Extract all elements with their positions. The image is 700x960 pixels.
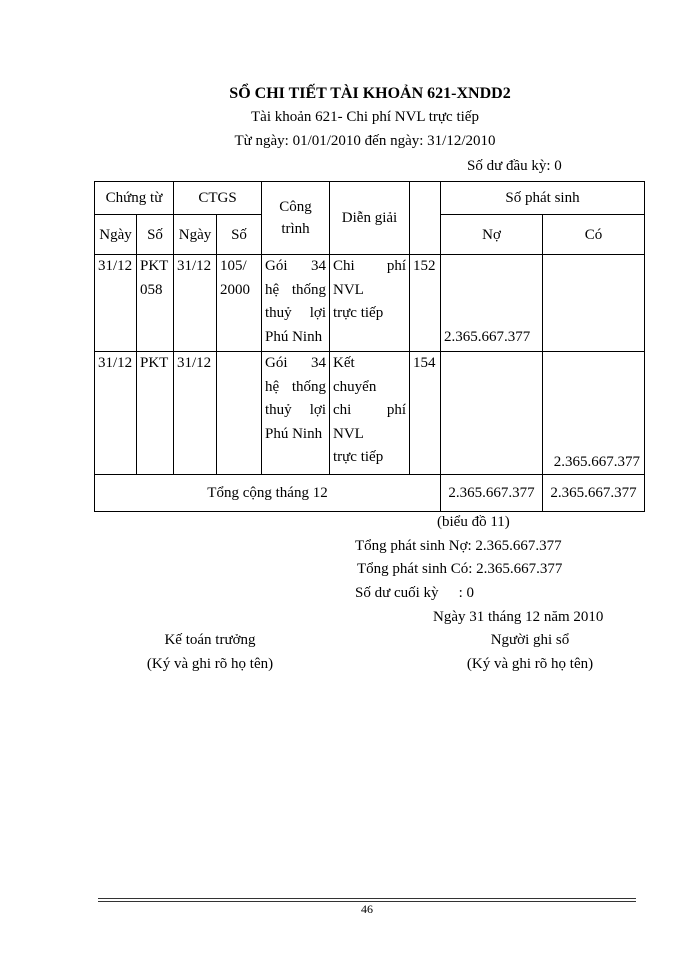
row2-dien-giai (330, 352, 410, 475)
closing-balance-label: Số dư cuối kỳ (355, 585, 439, 601)
row2-dien-giai-line4: NVL (333, 425, 364, 442)
table-row (95, 352, 645, 475)
total-credit: Tổng phát sinh Có: 2.365.667.377 (357, 561, 563, 577)
header-cong-trinh: Công trình (262, 182, 330, 255)
row2-dien-giai-line2: chuyển (333, 378, 377, 395)
row2-cong-trinh-line2: hệ thống (265, 378, 326, 395)
header-row-1 (95, 182, 645, 215)
header-no: Nợ (441, 215, 543, 255)
row2-ctgs-so (217, 352, 262, 475)
row1-dien-giai-line3: trực tiếp (333, 305, 384, 321)
row1-cong-trinh-line3: thuỷ lợi (265, 305, 326, 321)
row2-dien-giai-line1: Kết (333, 355, 355, 371)
closing-balance-value: : 0 (458, 585, 474, 601)
closing-balance (355, 585, 474, 602)
row1-ctgs-so-line2: 2000 (220, 281, 250, 298)
row2-tk-du: 154 (410, 352, 441, 475)
signature-date: Ngày 31 tháng 12 năm 2010 (433, 609, 604, 625)
row1-cong-trinh-line4: Phú Ninh (265, 328, 323, 345)
header-ct-so: Số (137, 215, 174, 255)
header-ctgs: CTGS (174, 182, 262, 215)
opening-balance: Số dư đầu kỳ: 0 (467, 158, 562, 174)
row2-ctgs-ngay: 31/12 (174, 352, 217, 475)
header-ctgs-ngay: Ngày (174, 215, 217, 255)
row2-ct-ngay: 31/12 (95, 352, 137, 475)
row2-cong-trinh (262, 352, 330, 475)
page-number: 46 (361, 902, 373, 916)
row1-ct-ngay: 31/12 (95, 255, 137, 352)
chief-accountant-note: (Ký và ghi rõ họ tên) (146, 656, 274, 672)
row1-dien-giai-line1: Chi phí (333, 258, 406, 274)
row1-ctgs-so (217, 255, 262, 352)
row1-cong-trinh-line1: Gói 34 (265, 258, 326, 274)
row2-dien-giai-line3: chi phí (333, 402, 406, 418)
row1-no: 2.365.667.377 (441, 255, 543, 352)
recorder-note: (Ký và ghi rõ họ tên) (466, 656, 594, 672)
row1-ctgs-so-line1: 105/ (220, 258, 247, 274)
row2-ct-so: PKT (137, 352, 174, 475)
row1-cong-trinh-line2: hệ thống (265, 281, 326, 298)
date-range: Từ ngày: 01/01/2010 đến ngày: 31/12/2010 (234, 133, 496, 149)
total-co: 2.365.667.377 (543, 475, 645, 512)
header-so-phat-sinh: Số phát sinh (441, 182, 645, 215)
row2-co: 2.365.667.377 (543, 352, 645, 475)
header-chung-tu: Chứng từ (95, 182, 174, 215)
row1-dien-giai (330, 255, 410, 352)
total-label: Tổng cộng tháng 12 (95, 475, 441, 512)
row1-cong-trinh (262, 255, 330, 352)
account-subtitle: Tài khoản 621- Chi phí NVL trực tiếp (251, 109, 479, 125)
row1-ct-so (137, 255, 174, 352)
row2-dien-giai-line5: trực tiếp (333, 449, 384, 465)
recorder-title: Người ghi sổ (490, 632, 570, 648)
row2-cong-trinh-line3: thuỷ lợi (265, 402, 326, 418)
table-row (95, 255, 645, 352)
row1-dien-giai-line2: NVL (333, 281, 364, 298)
row1-tk-du: 152 (410, 255, 441, 352)
row1-ct-so-line1: PKT (140, 258, 169, 274)
header-tk-doi-ung (410, 182, 441, 255)
chart-reference-note: (biểu đồ 11) (437, 514, 510, 530)
chief-accountant-title: Kế toán trưởng (164, 632, 256, 648)
total-no: 2.365.667.377 (441, 475, 543, 512)
total-debit: Tổng phát sinh Nợ: 2.365.667.377 (355, 538, 562, 554)
row1-ct-so-line2: 058 (140, 281, 163, 298)
ledger-table (94, 181, 645, 512)
document-title: SỔ CHI TIẾT TÀI KHOẢN 621-XNDD2 (229, 85, 511, 102)
row2-cong-trinh-line4: Phú Ninh (265, 425, 323, 442)
row1-ctgs-ngay: 31/12 (174, 255, 217, 352)
footer-divider (98, 898, 636, 899)
header-ctgs-so: Số (217, 215, 262, 255)
row2-cong-trinh-line1: Gói 34 (265, 355, 326, 371)
header-ct-ngay: Ngày (95, 215, 137, 255)
row2-no (441, 352, 543, 475)
header-co: Có (543, 215, 645, 255)
row1-co (543, 255, 645, 352)
header-dien-giai: Diễn giải (330, 182, 410, 255)
total-row (95, 475, 645, 512)
